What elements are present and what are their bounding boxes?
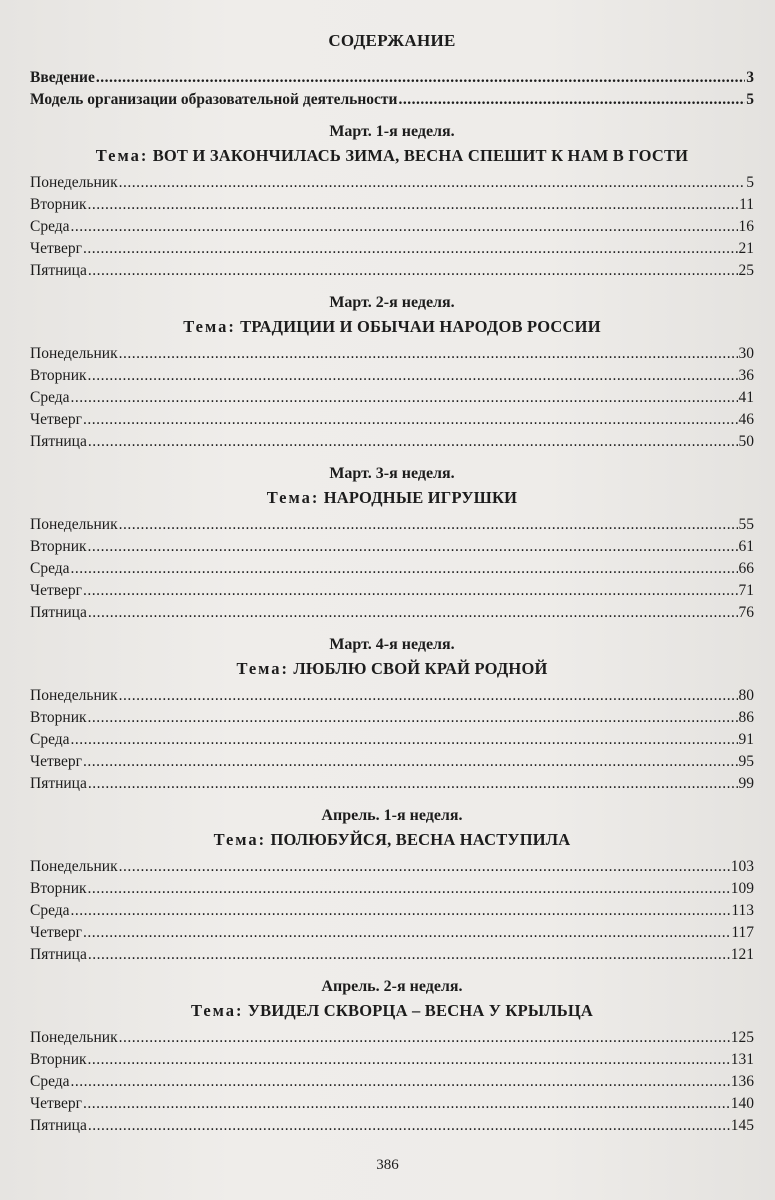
dot-leader [88,707,738,729]
dot-leader [83,922,730,944]
theme-prefix: Тема: [190,1001,244,1020]
toc-entry-day [30,172,754,194]
dot-leader [119,514,738,536]
entry-label: Пятница [30,262,87,279]
toc-entry-day [30,685,754,707]
entry-page: 103 [730,858,754,875]
entry-label: Понедельник [30,858,118,875]
toc-entry-day [30,751,754,773]
week-section [30,464,754,624]
dot-leader [83,1093,730,1115]
toc-entry-day [30,773,754,795]
dot-leader [83,238,738,260]
entry-page: 5 [746,91,754,108]
entry-label: Вторник [30,196,87,213]
dot-leader [71,216,738,238]
entry-label: Вторник [30,538,87,555]
entry-label: Введение [30,69,95,86]
entry-page: 36 [738,367,754,384]
entry-page: 95 [738,753,754,770]
week-theme [30,999,754,1023]
entry-page: 3 [746,69,754,86]
toc-entry-day [30,514,754,536]
week-heading: Март. 2-я неделя. [329,294,455,311]
entry-page: 25 [738,262,754,279]
toc-entry-day [30,944,754,966]
week-theme [30,657,754,681]
entry-label: Четверг [30,1095,82,1112]
entry-label: Четверг [30,240,82,257]
theme-title: НАРОДНЫЕ ИГРУШКИ [323,488,518,507]
toc-entry-day [30,238,754,260]
dot-leader [119,172,746,194]
entry-label: Понедельник [30,687,118,704]
dot-leader [88,878,730,900]
dot-leader [119,856,730,878]
week-theme [30,315,754,339]
entry-label: Среда [30,902,70,919]
dot-leader [398,89,745,111]
entry-label: Четверг [30,582,82,599]
entry-label: Пятница [30,775,87,792]
entry-label: Модель организации образовательной деятельности [30,91,398,108]
dot-leader [88,260,738,282]
entry-label: Среда [30,218,70,235]
toc-entry-day [30,1093,754,1115]
entry-label: Среда [30,1073,70,1090]
toc-entry-day [30,602,754,624]
week-section [30,293,754,453]
entry-page: 125 [730,1029,754,1046]
theme-title: ТРАДИЦИИ И ОБЫЧАИ НАРОДОВ РОССИИ [240,317,601,336]
entry-page: 86 [738,709,754,726]
entry-label: Среда [30,731,70,748]
entry-page: 41 [738,389,754,406]
theme-prefix: Тема: [95,146,149,165]
entry-page: 145 [730,1117,754,1134]
week-section [30,122,754,282]
dot-leader [88,431,738,453]
toc-entry-model [30,89,754,111]
week-theme [30,486,754,510]
entry-page: 61 [738,538,754,555]
entry-label: Четверг [30,411,82,428]
entry-label: Пятница [30,1117,87,1134]
dot-leader [88,1049,730,1071]
week-heading: Апрель. 2-я неделя. [321,978,463,995]
theme-prefix: Тема: [236,659,290,678]
entry-page: 91 [738,731,754,748]
entry-page: 55 [738,516,754,533]
dot-leader [88,365,738,387]
entry-page: 131 [730,1051,754,1068]
theme-prefix: Тема: [266,488,320,507]
toc-entry-day [30,194,754,216]
week-theme [30,144,754,168]
entry-page: 50 [738,433,754,450]
entry-page: 76 [738,604,754,621]
entry-label: Вторник [30,1051,87,1068]
toc-entry-day [30,1027,754,1049]
toc-entry-day [30,729,754,751]
entry-label: Понедельник [30,345,118,362]
toc-entry-day [30,1049,754,1071]
entry-label: Вторник [30,367,87,384]
entry-page: 117 [731,924,754,941]
entry-page: 136 [730,1073,754,1090]
entry-label: Пятница [30,433,87,450]
dot-leader [83,751,738,773]
week-heading: Март. 3-я неделя. [329,465,455,482]
toc-entry-day [30,216,754,238]
dot-leader [71,387,738,409]
toc-entry-day [30,1071,754,1093]
theme-title: ЛЮБЛЮ СВОЙ КРАЙ РОДНОЙ [293,659,548,678]
dot-leader [71,900,731,922]
dot-leader [83,409,738,431]
theme-title: ВОТ И ЗАКОНЧИЛАСЬ ЗИМА, ВЕСНА СПЕШИТ К НАМ В ГОСТИ [152,146,689,165]
entry-page: 11 [739,196,754,213]
dot-leader [119,343,738,365]
entry-label: Пятница [30,946,87,963]
toc-title: СОДЕРЖАНИЕ [328,31,456,50]
weeks-list [30,122,754,1137]
entry-page: 80 [738,687,754,704]
week-heading: Март. 4-я неделя. [329,636,455,653]
dot-leader [83,580,738,602]
entry-page: 5 [746,174,754,191]
entry-label: Среда [30,560,70,577]
toc-entry-day [30,856,754,878]
theme-prefix: Тема: [213,830,267,849]
dot-leader [119,1027,730,1049]
toc-entry-day [30,878,754,900]
dot-leader [119,685,738,707]
dot-leader [71,729,738,751]
toc-entry-day [30,900,754,922]
entry-page: 66 [738,560,754,577]
theme-title: УВИДЕЛ СКВОРЦА – ВЕСНА У КРЫЛЬЦА [247,1001,594,1020]
entry-page: 16 [738,218,754,235]
dot-leader [88,602,738,624]
toc-entry-day [30,558,754,580]
dot-leader [71,558,738,580]
entry-page: 71 [738,582,754,599]
entry-label: Четверг [30,924,82,941]
entry-page: 30 [738,345,754,362]
entry-label: Вторник [30,709,87,726]
dot-leader [96,67,745,89]
table-of-contents [30,32,754,1137]
dot-leader [88,194,739,216]
toc-entry-intro [30,67,754,89]
toc-entry-day [30,922,754,944]
toc-entry-day [30,387,754,409]
toc-entry-day [30,409,754,431]
entry-page: 121 [730,946,754,963]
week-heading: Март. 1-я неделя. [329,123,455,140]
toc-entry-day [30,580,754,602]
toc-entry-day [30,343,754,365]
entry-page: 109 [730,880,754,897]
page-number: 386 [376,1157,399,1173]
week-section [30,806,754,966]
toc-entry-day [30,260,754,282]
toc-entry-day [30,1115,754,1137]
entry-label: Понедельник [30,1029,118,1046]
entry-label: Среда [30,389,70,406]
dot-leader [71,1071,730,1093]
week-theme [30,828,754,852]
week-section [30,977,754,1137]
toc-entry-day [30,707,754,729]
entry-page: 140 [730,1095,754,1112]
dot-leader [88,773,738,795]
entry-label: Вторник [30,880,87,897]
entry-page: 113 [731,902,754,919]
dot-leader [88,1115,730,1137]
theme-title: ПОЛЮБУЙСЯ, ВЕСНА НАСТУПИЛА [270,830,571,849]
entry-label: Пятница [30,604,87,621]
week-heading: Апрель. 1-я неделя. [321,807,463,824]
entry-page: 21 [738,240,754,257]
toc-entry-day [30,431,754,453]
week-section [30,635,754,795]
dot-leader [88,536,738,558]
toc-entry-day [30,365,754,387]
entry-label: Понедельник [30,516,118,533]
entry-label: Понедельник [30,174,118,191]
dot-leader [88,944,730,966]
entry-label: Четверг [30,753,82,770]
entry-page: 99 [738,775,754,792]
toc-entry-day [30,536,754,558]
entry-page: 46 [738,411,754,428]
theme-prefix: Тема: [183,317,236,336]
